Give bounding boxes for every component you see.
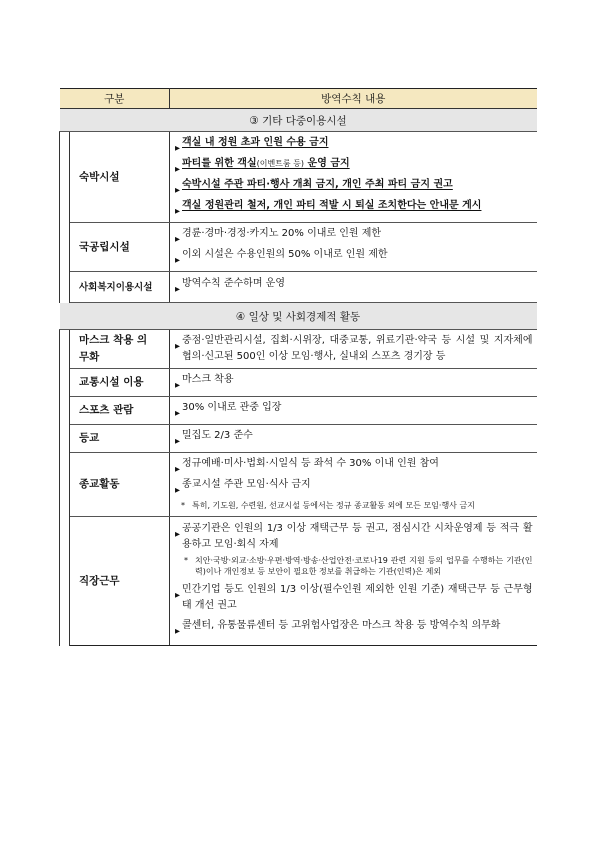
header-content: 방역수칙 내용 [170, 89, 537, 109]
category-cell: 직장근무 [70, 517, 170, 646]
bullet-item: ▶ 공공기관은 인원의 1/3 이상 재택근무 등 권고, 점심시간 시차운영제 등 적극 활용하고 모임·회식 자제 [175, 523, 533, 550]
content-cell [170, 272, 537, 303]
content-cell [170, 425, 537, 453]
category-cell: 사회복지이용시설 [70, 272, 170, 303]
category-cell: 종교활동 [70, 453, 170, 517]
triangle-right-icon: ▶ [175, 256, 181, 264]
category-cell: 스포츠 관람 [70, 397, 170, 425]
bullet-item: ▶ 30% 이내로 관중 입장 [175, 400, 533, 421]
quarantine-rules-table [59, 88, 537, 646]
triangle-right-icon: ▶ [175, 437, 181, 445]
bullet-item: ▶ 마스크 착용 [175, 372, 533, 393]
content-cell [170, 132, 537, 223]
indent-cell [60, 330, 70, 646]
table-row [60, 223, 537, 272]
bullet-item: ▶ 정규예배·미사·법회·시일식 등 좌석 수 30% 이내 인원 참여 [175, 456, 533, 477]
table-row [60, 132, 537, 223]
bullet-item: ▶ 이외 시설은 수용인원의 50% 이내로 인원 제한 [175, 247, 533, 268]
triangle-right-icon: ▶ [175, 186, 181, 194]
section-row [60, 303, 537, 330]
bullet-item: ▶ 파티를 위한 객실(이벤트룸 등) 운영 금지 [175, 156, 533, 177]
category-cell: 교통시설 이용 [70, 369, 170, 397]
asterisk-icon: * [181, 501, 186, 510]
triangle-right-icon: ▶ [175, 285, 181, 293]
triangle-right-icon: ▶ [175, 486, 181, 494]
bullet-item: ▶ 숙박시설 주관 파티·행사 개최 금지, 개인 주최 파티 금지 권고 [175, 177, 533, 198]
table-header-row [60, 89, 537, 109]
table-row [60, 517, 537, 646]
bullet-item: ▶ 콜센터, 유통물류센터 등 고위험사업장은 마스크 착용 등 방역수칙 의무화 [175, 618, 533, 639]
section-row [60, 109, 537, 132]
table-row [60, 453, 537, 517]
category-cell: 숙박시설 [70, 132, 170, 223]
bullet-item: ▶ 밀집도 2/3 준수 [175, 428, 533, 449]
bullet-item: ▶ 방역수칙 준수하며 운영 [175, 276, 533, 297]
triangle-right-icon: ▶ [175, 144, 181, 152]
triangle-right-icon: ▶ [175, 591, 181, 599]
table-row [60, 397, 537, 425]
footnote: * 치안·국방·외교·소방·우편·방역·방송·산업안전·코로나19 관련 지원 등의 업무를 수행하는 기관(인력)이나 개인정보 등 보안이 필요한 정보를 취급하는 기관(인력)은 제외 [184, 556, 533, 576]
triangle-right-icon: ▶ [175, 530, 181, 538]
category-cell: 등교 [70, 425, 170, 453]
asterisk-icon: * [184, 556, 189, 565]
content-cell [170, 453, 537, 517]
content-cell [170, 517, 537, 646]
content-cell [170, 397, 537, 425]
triangle-right-icon: ▶ [175, 207, 181, 215]
category-cell: 마스크 착용 의무화 [70, 330, 170, 369]
section-title: ③ 기타 다중이용시설 [60, 109, 537, 132]
header-category: 구분 [60, 89, 170, 109]
bullet-item: ▶ 종교시설 주관 모임·식사 금지 [175, 477, 533, 498]
table-row [60, 425, 537, 453]
bullet-item: ▶ 중점·일반관리시설, 집회·시위장, 대중교통, 위료기관·약국 등 시설 및 지자체에 협의·신고된 500인 이상 모임·행사, 실내외 스포츠 경기장 등 [175, 335, 533, 362]
content-cell [170, 369, 537, 397]
bullet-item: ▶ 민간기업 등도 인원의 1/3 이상(필수인원 제외한 인원 기준) 재택근무 등 근무형태 개선 권고 [175, 584, 533, 611]
bullet-item: ▶ 객실 정원관리 철저, 개인 파티 적발 시 퇴실 조치한다는 안내문 게시 [175, 198, 533, 219]
bullet-item: ▶ 객실 내 정원 초과 인원 수용 금지 [175, 135, 533, 156]
table-row [60, 330, 537, 369]
category-cell: 국공립시설 [70, 223, 170, 272]
section-title: ④ 일상 및 사회경제적 활동 [60, 303, 537, 330]
table-row [60, 272, 537, 303]
triangle-right-icon: ▶ [175, 342, 181, 350]
triangle-right-icon: ▶ [175, 627, 181, 635]
triangle-right-icon: ▶ [175, 235, 181, 243]
triangle-right-icon: ▶ [175, 465, 181, 473]
triangle-right-icon: ▶ [175, 409, 181, 417]
content-cell [170, 330, 537, 369]
footnote: * 특히, 기도원, 수련원, 선교시설 등에서는 정규 종교활동 외에 모든 모임·행사 금지 [181, 501, 475, 510]
triangle-right-icon: ▶ [175, 165, 181, 173]
content-cell [170, 223, 537, 272]
triangle-right-icon: ▶ [175, 381, 181, 389]
bullet-item: ▶ 경륜·경마·경정·카지노 20% 이내로 인원 제한 [175, 226, 533, 247]
indent-cell [60, 132, 70, 303]
table-row [60, 369, 537, 397]
